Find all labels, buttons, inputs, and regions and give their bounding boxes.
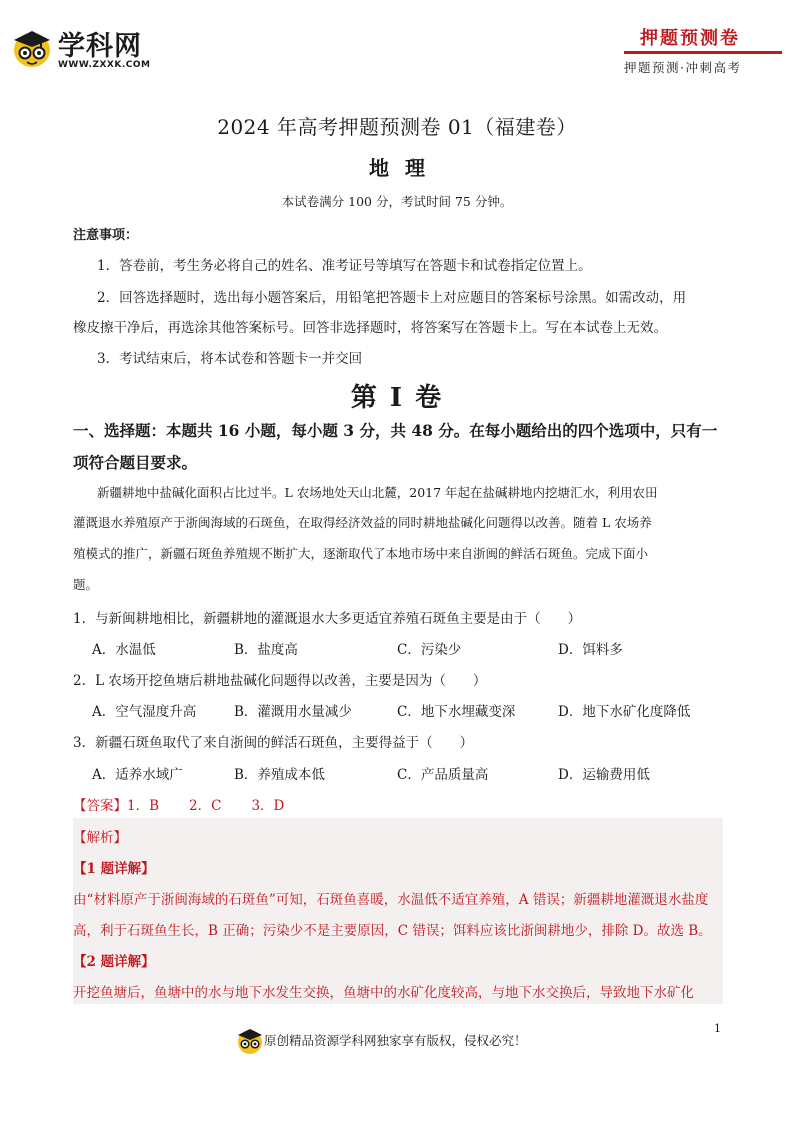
question-2-option-b: B．灌溉用水量减少: [234, 704, 352, 720]
analysis-heading: 【解析】: [73, 830, 127, 846]
analysis-q1-line-1: 由“材料原产于浙闽海域的石斑鱼”可知，石斑鱼喜暖，水温低不适宜养殖，A 错误；新疆耕地灌溉退水盐度: [73, 892, 709, 908]
question-2-option-c: C．地下水埋藏变深: [397, 704, 516, 720]
footer-mascot-icon: [236, 1022, 264, 1058]
question-3-stem: 3．新疆石斑鱼取代了来自浙闽的鲜活石斑鱼，主要得益于（ ）: [73, 735, 474, 751]
notice-item-3: 3．考试结束后，将本试卷和答题卡一并交回: [97, 351, 363, 367]
mascot-icon: [14, 31, 50, 67]
question-1-option-c: C．污染少: [397, 642, 462, 658]
notice-heading: 注意事项：: [73, 228, 139, 243]
question-3-option-b: B．养殖成本低: [234, 767, 325, 783]
passage-line-2: 灌溉退水养殖原产于浙闽海域的石斑鱼，在取得经济效益的同时耕地盐碱化问题得以改善。随着 L 农场养: [73, 515, 652, 530]
analysis-panel: [73, 818, 723, 1004]
mcq-heading-line-1: 一、选择题：本题共 16 小题，每小题 3 分，共 48 分。在每小题给出的四个选项中，只有一: [73, 421, 718, 440]
notice-item-2-line-1: 2．回答选择题时，选出每小题答案后，用铅笔把答题卡上对应题目的答案标号涂黑。如需改动，用: [97, 290, 687, 306]
exam-title: 2024 年高考押题预测卷 01（福建卷）: [217, 115, 577, 139]
question-1-option-a: A．水温低: [92, 642, 156, 658]
analysis-q1-heading: 【1 题详解】: [73, 861, 155, 877]
answer-item-1: 1．B: [127, 798, 160, 814]
answer-line: [73, 794, 284, 814]
passage-line-4: 题。: [73, 577, 99, 592]
brand-title: 押题预测卷: [640, 28, 740, 49]
mcq-heading-line-2: 项符合题目要求。: [73, 453, 198, 472]
analysis-q2-line-1: 开挖鱼塘后，鱼塘中的水与地下水发生交换，鱼塘中的水矿化度较高，与地下水交换后，导致地下水矿化: [73, 985, 694, 1001]
question-2-stem: 2．L 农场开挖鱼塘后耕地盐碱化问题得以改善，主要是因为（ ）: [73, 673, 487, 689]
brand-divider: [624, 51, 782, 54]
question-3-option-a: A．适养水域广: [92, 767, 183, 783]
section-title: 第 I 卷: [350, 383, 444, 413]
notice-item-1: 1．答卷前，考生务必将自己的姓名、准考证号等填写在答题卡和试卷指定位置上。: [97, 258, 592, 274]
logo-url: WWW.ZXXK.COM: [58, 60, 151, 70]
logo-title: 学科网: [58, 31, 142, 62]
question-1-option-b: B．盐度高: [234, 642, 298, 658]
page-number: 1: [714, 1022, 721, 1035]
question-3-option-c: C．产品质量高: [397, 767, 489, 783]
notice-item-2-line-2: 橡皮擦干净后，再选涂其他答案标号。回答非选择题时，将答案写在答题卡上。写在本试卷上无效。: [73, 320, 667, 336]
question-2-option-a: A．空气湿度升高: [92, 704, 197, 720]
passage-line-1: 新疆耕地中盐碱化面积占比过半。L 农场地处天山北麓，2017 年起在盐碱耕地内挖塘汇水，利用农田: [97, 485, 658, 500]
analysis-q2-heading: 【2 题详解】: [73, 954, 155, 970]
footer-copyright: 原创精品资源学科网独家享有版权，侵权必究！: [264, 1033, 527, 1048]
answer-label: 【答案】: [73, 798, 127, 814]
exam-subject: 地理: [369, 156, 441, 180]
question-1-stem: 1．与新闽耕地相比，新疆耕地的灌溉退水大多更适宜养殖石斑鱼主要是由于（ ）: [73, 611, 582, 627]
question-1-option-d: D．饵料多: [558, 642, 623, 658]
question-2-option-d: D．地下水矿化度降低: [558, 704, 691, 720]
question-3-option-d: D．运输费用低: [558, 767, 650, 783]
brand-subtitle: 押题预测·冲刺高考: [624, 60, 742, 75]
analysis-q1-line-2: 高，利于石斑鱼生长，B 正确；污染少不是主要原因，C 错误；饵料应该比浙闽耕地少，排除 D。故选 B。: [73, 923, 712, 939]
answer-item-2: 2．C: [189, 798, 222, 814]
answer-item-3: 3．D: [251, 798, 285, 814]
passage-line-3: 殖模式的推广，新疆石斑鱼养殖规不断扩大，逐渐取代了本地市场中来自浙闽的鲜活石斑鱼。完成下面小: [73, 546, 649, 561]
exam-info: 本试卷满分 100 分，考试时间 75 分钟。: [281, 194, 513, 209]
